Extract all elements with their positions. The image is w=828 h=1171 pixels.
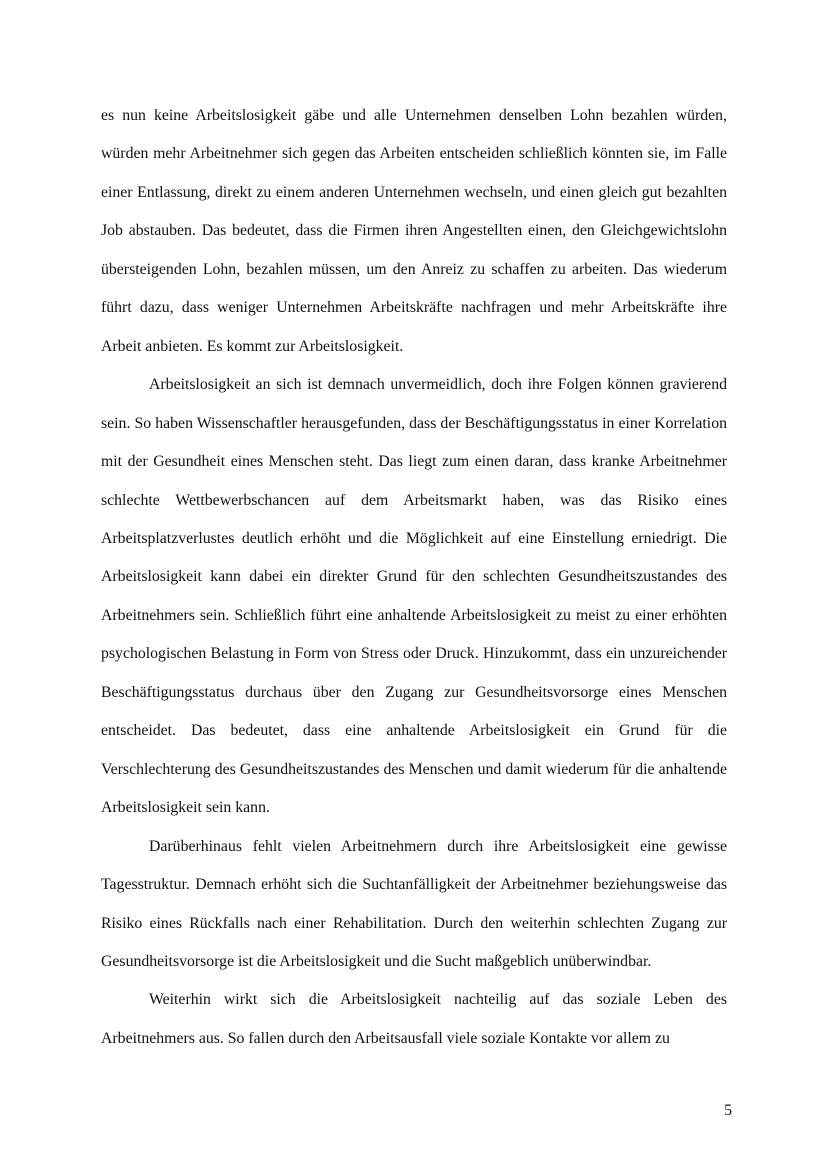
paragraph-1: es nun keine Arbeitslosigkeit gäbe und alle Unternehmen denselben Lohn bezahlen würden, würden mehr Arbeitnehmer sich gegen das Arbeiten entscheiden schließlich könnten sie, im Falle einer Entlassung, direkt zu einem anderen Unternehmen wechseln, und einen gleich gut bezahlten Job abstauben. Das bedeutet, dass die Firmen ihren Angestellten einen, den Gleichgewichtslohn übersteigenden Lohn, bezahlen müssen, um den Anreiz zu schaffen zu arbeiten. Das wiederum führt dazu, dass weniger Unternehmen Arbeitskräfte nachfragen und mehr Arbeitskräfte ihre Arbeit anbieten. Es kommt zur Arbeitslosigkeit. (101, 107, 727, 355)
paragraph-2: Arbeitslosigkeit an sich ist demnach unvermeidlich, doch ihre Folgen können gravierend sein. So haben Wissenschaftler herausgefunden, dass der Beschäftigungsstatus in einer Korrelation mit der Gesundheit eines Menschen steht. Das liegt zum einen daran, dass kranke Arbeitnehmer schlechte Wettbewerbschancen auf dem Arbeitsmarkt haben, was das Risiko eines Arbeitsplatzverlustes deutlich erhöht und die Möglichkeit auf eine Einstellung erniedrigt. Die Arbeitslosigkeit kann dabei ein direkter Grund für den schlechten Gesundheitszustandes des Arbeitnehmers sein. Schließlich führt eine anhaltende Arbeitslosigkeit zu meist zu einer erhöhten psychologischen Belastung in Form von Stress oder Druck. Hinzukommt, dass ein unzureichender Beschäftigungsstatus durchaus über den Zugang zur Gesundheitsvorsorge eines Menschen entscheidet. Das bedeutet, dass eine anhaltende Arbeitslosigkeit ein Grund für die Verschlechterung des Gesundheitszustandes des Menschen und damit wiederum für die anhaltende Arbeitslosigkeit sein kann. (101, 376, 727, 817)
paragraph-4: Weiterhin wirkt sich die Arbeitslosigkeit nachteilig auf das soziale Leben des Arbeitnehmers aus. So fallen durch den Arbeitsausfall viele soziale Kontakte vor allem zu (101, 991, 727, 1047)
paragraph-3: Darüberhinaus fehlt vielen Arbeitnehmern durch ihre Arbeitslosigkeit eine gewisse Tagesstruktur. Demnach erhöht sich die Suchtanfälligkeit der Arbeitnehmer beziehungsweise das Risiko eines Rückfalls nach einer Rehabilitation. Durch den weiterhin schlechten Zugang zur Gesundheitsvorsorge ist die Arbeitslosigkeit und die Sucht maßgeblich unüberwindbar. (101, 837, 727, 970)
page-number: 5 (724, 1102, 732, 1119)
body-text (101, 97, 727, 1058)
